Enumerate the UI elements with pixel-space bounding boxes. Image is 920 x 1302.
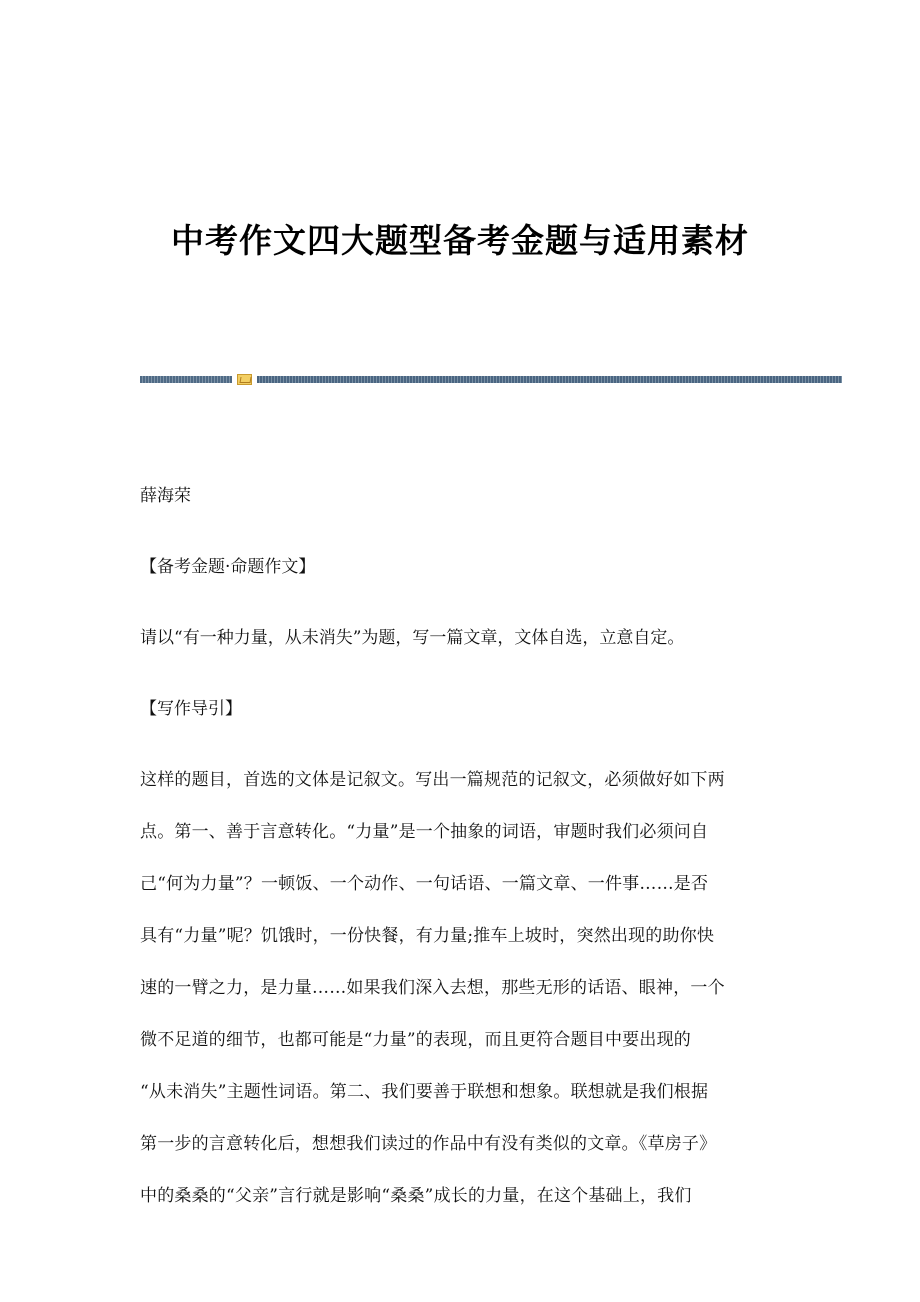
title-divider xyxy=(140,374,842,384)
guide-paragraph xyxy=(140,754,770,1222)
document-title: 中考作文四大题型备考金题与适用素材 xyxy=(171,221,749,260)
guide-line: 第一步的言意转化后，想想我们读过的作品中有没有类似的文章。《草房子》 xyxy=(140,1134,717,1154)
section-heading-prompt: 【备考金题·命题作文】 xyxy=(140,557,316,577)
author-name: 薛海荣 xyxy=(140,486,191,506)
guide-line: “从未消失”主题性词语。第二、我们要善于联想和想象。联想就是我们根据 xyxy=(140,1082,709,1102)
divider-bar-right xyxy=(257,376,842,383)
document-body xyxy=(140,470,780,1222)
divider-ornament-icon xyxy=(237,374,252,385)
guide-line: 速的一臂之力，是力量……如果我们深入去想，那些无形的话语、眼神，一个 xyxy=(140,978,725,998)
guide-line: 己“何为力量”？一顿饭、一个动作、一句话语、一篇文章、一件事……是否 xyxy=(140,874,709,894)
divider-bar-left xyxy=(140,376,232,383)
guide-line: 微不足道的细节，也都可能是“力量”的表现，而且更符合题目中要出现的 xyxy=(140,1030,691,1050)
guide-line: 这样的题目，首选的文体是记叙文。写出一篇规范的记叙文，必须做好如下两 xyxy=(140,770,725,790)
guide-line: 中的桑桑的“父亲”言行就是影响“桑桑”成长的力量，在这个基础上，我们 xyxy=(140,1186,692,1206)
guide-line: 具有“力量”呢？饥饿时，一份快餐，有力量;推车上坡时，突然出现的助你快 xyxy=(140,926,715,946)
section-heading-guide: 【写作导引】 xyxy=(140,699,242,719)
guide-line: 点。第一、善于言意转化。“力量”是一个抽象的词语，审题时我们必须问自 xyxy=(140,822,709,842)
essay-prompt: 请以“有一种力量，从未消失”为题，写一篇文章，文体自选，立意自定。 xyxy=(140,628,685,648)
